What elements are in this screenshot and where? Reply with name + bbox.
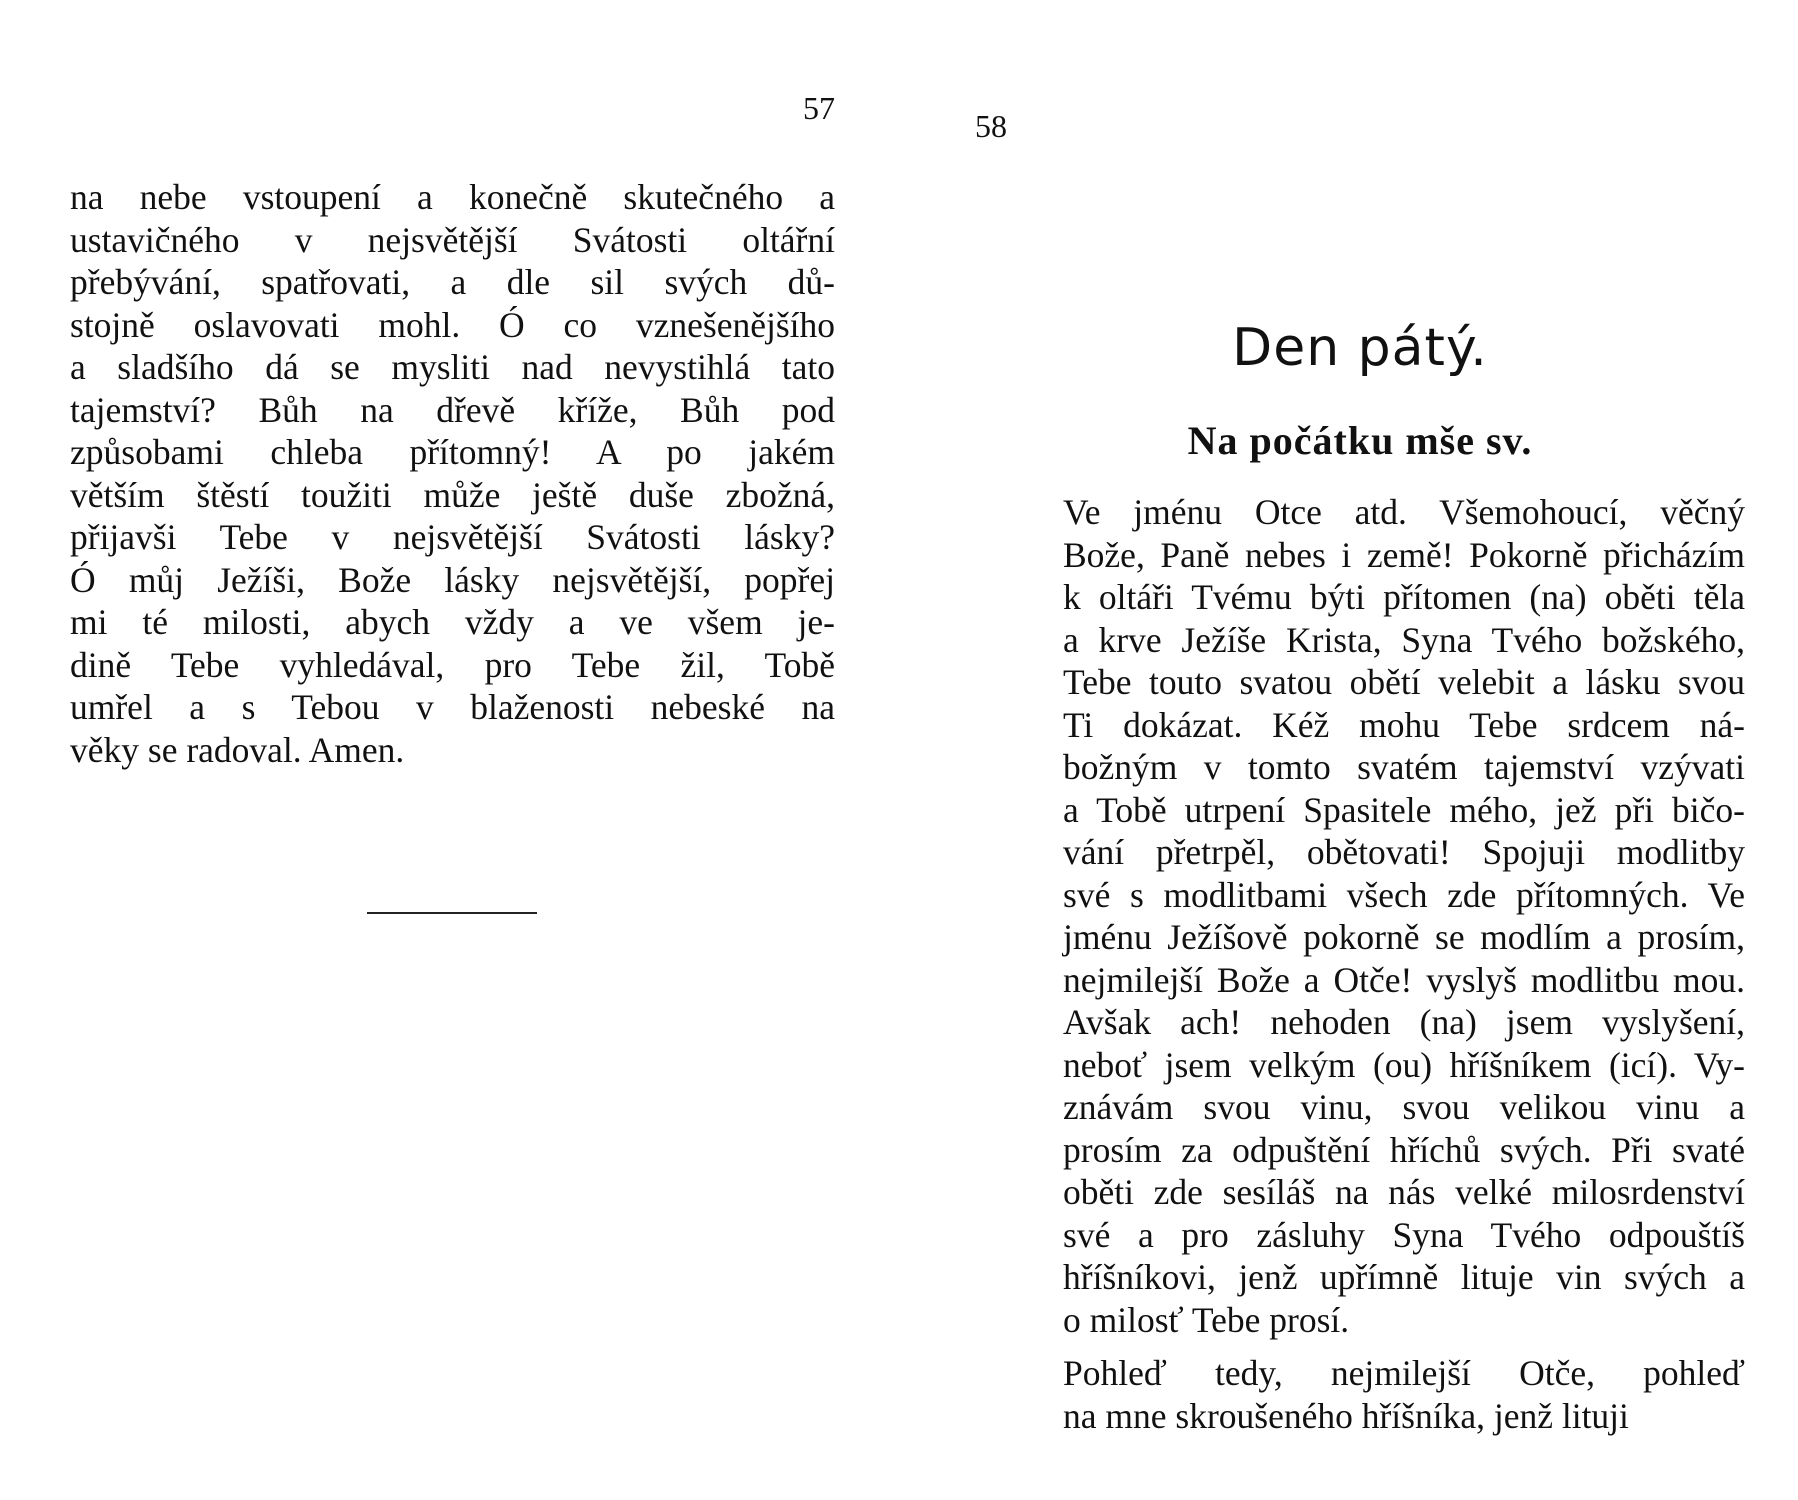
text-line: Ti dokázat. Kéž mohu Tebe srdcem ná- [1063, 704, 1745, 745]
text-line: Ve jménu Otce atd. Všemohoucí, věčný [1063, 492, 1745, 532]
text-line: nejmilejší Bože a Otče! vyslyš modlitbu mou. [1063, 959, 1745, 1000]
text-line: své s modlitbami všech zde přítomných. Ve [1063, 874, 1745, 915]
text-line: Tebe touto svatou obětí velebit a lásku svou [1063, 662, 1745, 702]
section-divider-rule [367, 912, 537, 914]
text-line: tajemství? Bůh na dřevě kříže, Bůh pod [70, 389, 835, 430]
text-line: dině Tebe vyhledával, pro Tebe žil, Tobě [70, 644, 835, 685]
section-heading: Na počátku mše sv. [1187, 418, 1533, 463]
text-line: k oltáři Tvému býti přítomen (na) oběti těla [1063, 577, 1745, 617]
text-line: o milosť Tebe prosí. [1063, 1299, 1350, 1340]
text-line: ustavičného v nejsvětější Svátosti oltářní [70, 219, 835, 260]
text-line: a krve Ježíše Krista, Syna Tvého božského, [1063, 619, 1745, 660]
body-paragraph [70, 176, 835, 771]
text-line: na mne skroušeného hříšníka, jenž lituji [1063, 1395, 1629, 1436]
text-line: vání přetrpěl, obětovati! Spojuji modlitby [1063, 832, 1745, 872]
page-number: 57 [803, 90, 835, 126]
text-line: větším štěstí toužiti může ještě duše zbožná, [70, 474, 835, 515]
text-line: Pohleď tedy, nejmilejší Otče, pohleď [1063, 1353, 1745, 1393]
body-paragraph [975, 1352, 1745, 1437]
text-line: přebývání, spatřovati, a dle sil svých dů- [70, 262, 835, 302]
text-line: na nebe vstoupení a konečně skutečného a [70, 177, 835, 217]
text-line: mi té milosti, abych vždy a ve všem je- [70, 602, 835, 642]
text-line: oběti zde sesíláš na nás velké milosrdenství [1063, 1172, 1745, 1212]
text-line: stojně oslavovati mohl. Ó co vznešenějšího [70, 304, 835, 345]
text-line: způsobami chleba přítomný! A po jakém [70, 432, 835, 472]
text-line: a sladšího dá se mysliti nad nevystihlá tato [70, 347, 835, 387]
text-line: Avšak ach! nehoden (na) jsem vyslyšení, [1063, 1002, 1745, 1042]
text-line: věky se radoval. Amen. [70, 729, 405, 770]
text-line: přijavši Tebe v nejsvětější Svátosti lásky? [70, 517, 835, 557]
text-line: znávám svou vinu, svou velikou vinu a [1063, 1087, 1745, 1127]
body-paragraph [975, 491, 1745, 1341]
text-line: jménu Ježíšově pokorně se modlím a prosím, [1063, 917, 1745, 957]
text-line: Ó můj Ježíši, Bože lásky nejsvětější, popřej [70, 559, 835, 600]
text-line: neboť jsem velkým (ou) hříšníkem (icí). Vy- [1063, 1044, 1745, 1085]
page-number: 58 [975, 108, 1007, 144]
left-page [70, 0, 835, 1500]
text-line: a Tobě utrpení Spasitele mého, jež při bičo- [1063, 789, 1745, 830]
text-line: své a pro zásluhy Syna Tvého odpouštíš [1063, 1214, 1745, 1255]
text-line: prosím za odpuštění hříchů svých. Při svaté [1063, 1129, 1745, 1170]
right-page [975, 0, 1745, 1500]
text-line: umřel a s Tebou v blaženosti nebeské na [70, 687, 835, 727]
chapter-title: Den pátý. [1232, 318, 1488, 378]
text-line: Bože, Paně nebes i země! Pokorně přicházím [1063, 534, 1745, 575]
text-line: hříšníkovi, jenž upřímně lituje vin svých a [1063, 1257, 1745, 1297]
text-line: božným v tomto svatém tajemství vzývati [1063, 747, 1745, 787]
